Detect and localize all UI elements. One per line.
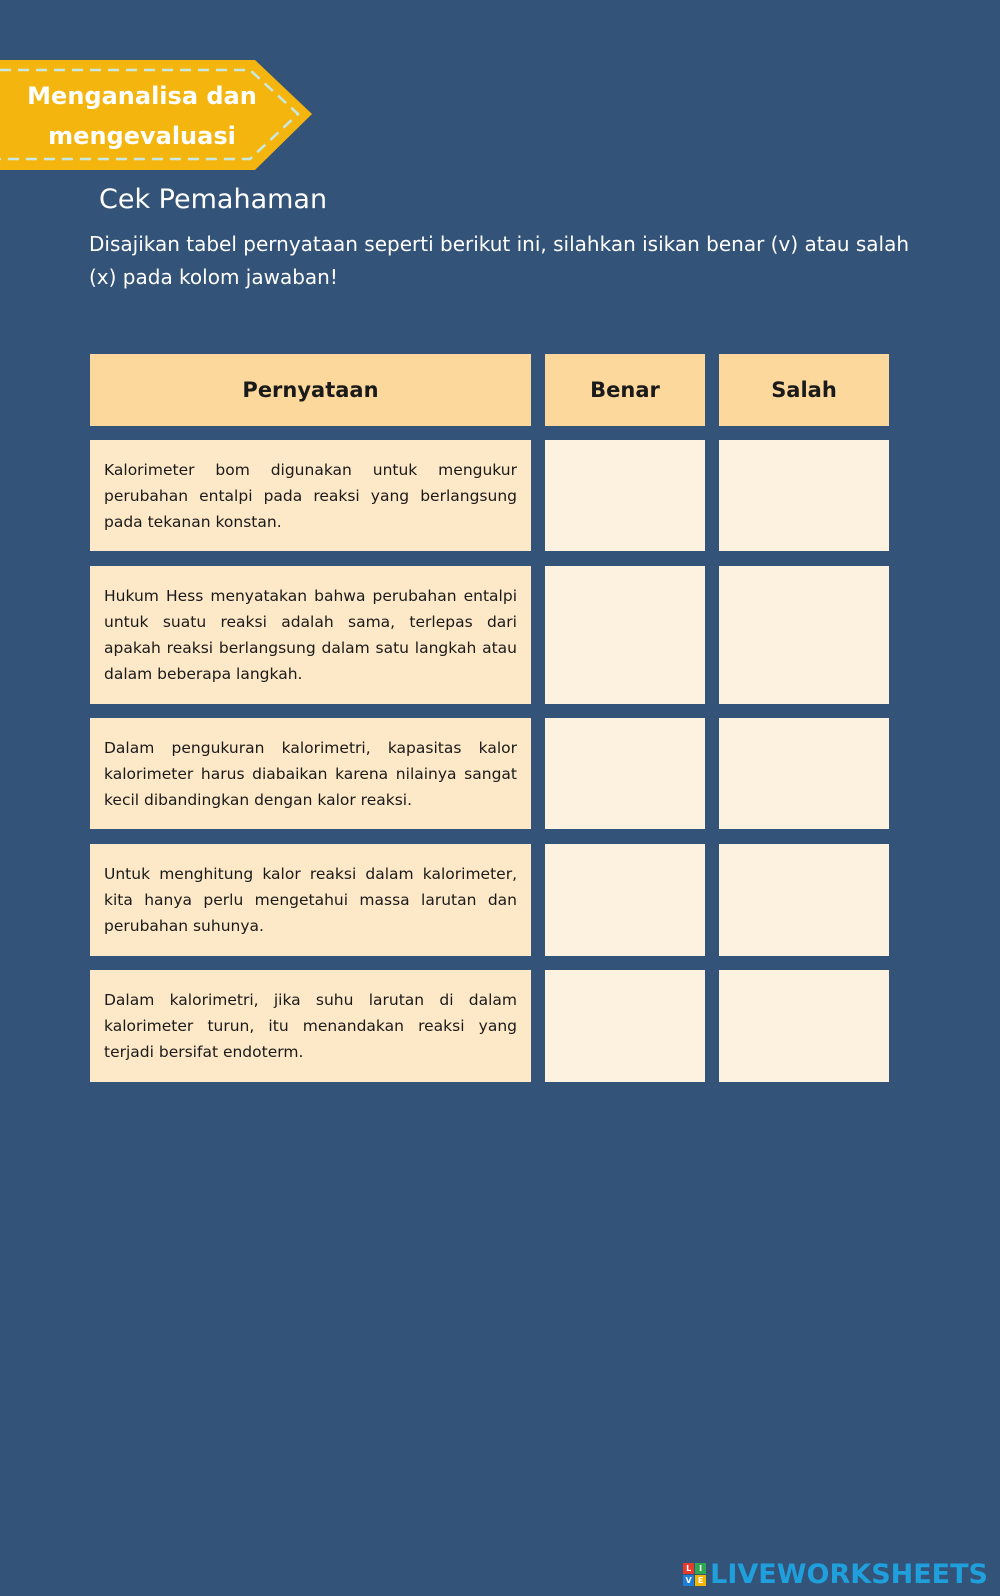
logo-letter-l: L: [683, 1563, 694, 1574]
section-banner: [0, 60, 312, 170]
answer-false-2[interactable]: [719, 566, 889, 704]
instruction-text: Disajikan tabel pernyataan seperti berikut ini, silahkan isikan benar (v) atau salah (x) pada kolom jawaban!: [89, 232, 910, 289]
answer-true-5[interactable]: [545, 970, 705, 1082]
logo-icon: [683, 1563, 706, 1586]
answer-false-1[interactable]: [719, 440, 889, 551]
statement-text-2: Hukum Hess menyatakan bahwa perubahan entalpi untuk suatu reaksi adalah sama, terlepas dari apakah reaksi berlangsung dalam satu langkah atau dalam beberapa langkah.: [104, 587, 517, 683]
statement-text-4: Untuk menghitung kalor reaksi dalam kalorimeter, kita hanya perlu mengetahui massa larutan dan perubahan suhunya.: [104, 865, 517, 935]
logo-wordmark: LIVEWORKSHEETS: [710, 1559, 988, 1590]
section-title: Cek Pemahaman: [99, 184, 328, 215]
answer-false-4[interactable]: [719, 844, 889, 956]
statement-text-1: Kalorimeter bom digunakan untuk mengukur perubahan entalpi pada reaksi yang berlangsung pada tekanan konstan.: [104, 460, 517, 531]
statement-cell-5: [90, 970, 531, 1082]
header-false: Salah: [719, 354, 889, 426]
answer-false-3[interactable]: [719, 718, 889, 829]
logo-letter-v: V: [683, 1575, 694, 1586]
answer-true-2[interactable]: [545, 566, 705, 704]
answer-true-3[interactable]: [545, 718, 705, 829]
banner-title-line-1: Menganalisa dan: [27, 82, 257, 110]
statement-cell-4: [90, 844, 531, 956]
liveworksheets-logo[interactable]: [683, 1559, 988, 1590]
answer-true-1[interactable]: [545, 440, 705, 551]
statement-cell-2: [90, 566, 531, 704]
answer-false-5[interactable]: [719, 970, 889, 1082]
banner-title-line-2: mengevaluasi: [48, 122, 236, 150]
statement-cell-3: [90, 718, 531, 829]
header-statement: Pernyataan: [90, 354, 531, 426]
header-true: Benar: [545, 354, 705, 426]
banner-title: [22, 76, 262, 156]
logo-letter-e: E: [695, 1575, 706, 1586]
answer-true-4[interactable]: [545, 844, 705, 956]
statement-text-3: Dalam pengukuran kalorimetri, kapasitas kalor kalorimeter harus diabaikan karena nilainya sangat kecil dibandingkan dengan kalor reaksi.: [104, 738, 517, 809]
logo-letter-i: I: [695, 1563, 706, 1574]
statement-text-5: Dalam kalorimetri, jika suhu larutan di dalam kalorimeter turun, itu menandakan reaksi yang terjadi bersifat endoterm.: [104, 991, 517, 1061]
statement-cell-1: [90, 440, 531, 551]
